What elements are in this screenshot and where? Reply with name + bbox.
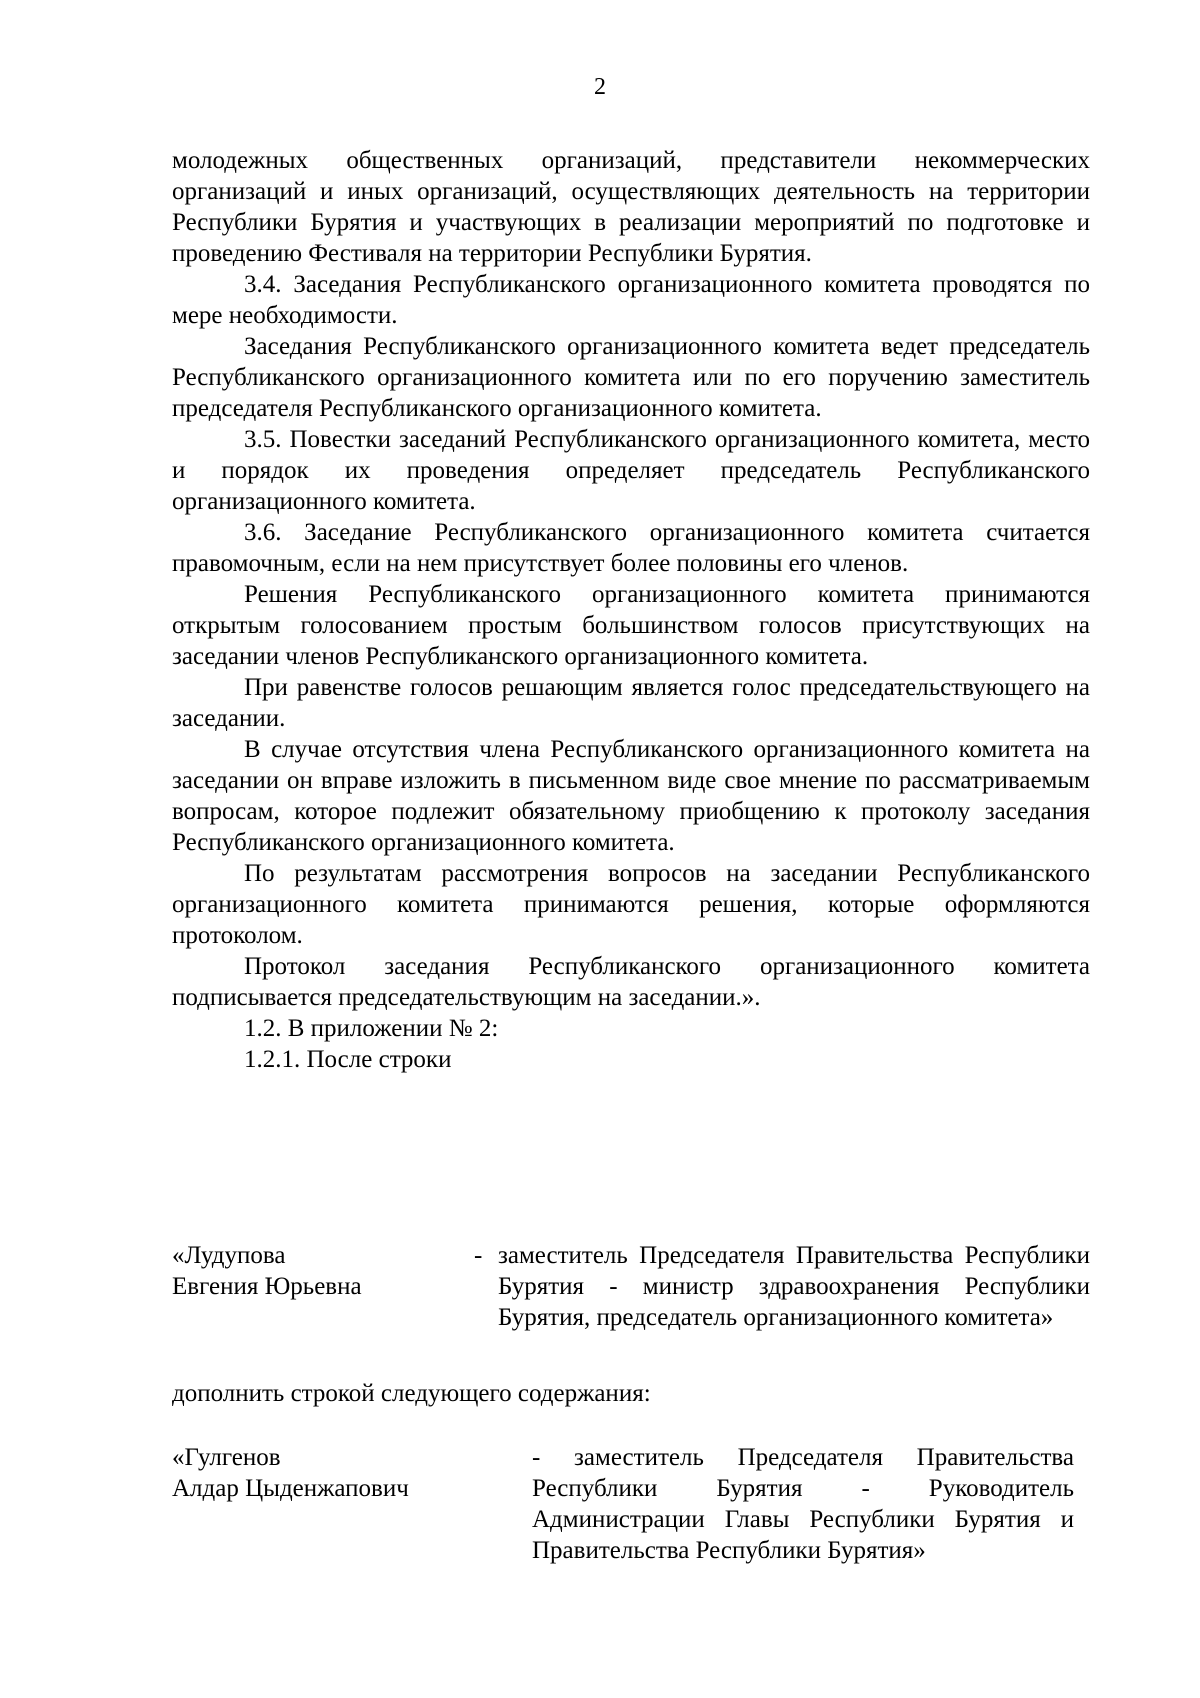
- member-name: [172, 1442, 472, 1504]
- paragraph: Заседания Республиканского организационного комитета ведет председатель Республиканского организационного комитета или по его поручению заместитель председателя Республиканского организационного комитета.: [172, 333, 1090, 422]
- paragraph: В случае отсутствия члена Республиканского организационного комитета на заседании он вправе изложить в письменном виде свое мнение по рассматриваемым вопросам, которое подлежит обязательному приобщению к протоколу заседания Республиканского организационного комитета.: [172, 736, 1090, 856]
- paragraph: молодежных общественных организаций, представители некоммерческих организаций и иных организаций, осуществляющих деятельность на территории Республики Бурятия и участвующих в реализации мероприятий по подготовке и проведению Фестиваля на территории Республики Бурятия.: [172, 147, 1090, 267]
- entry-dash: -: [474, 1242, 483, 1269]
- paragraph: Решения Республиканского организационного комитета принимаются открытым голосованием простым большинством голосов присутствующих на заседании членов Республиканского организационного комитета.: [172, 581, 1090, 670]
- paragraph: 3.4. Заседания Республиканского организационного комитета проводятся по мере необходимости.: [172, 271, 1090, 329]
- member-name: [172, 1240, 472, 1302]
- paragraph: 1.2. В приложении № 2:: [244, 1015, 499, 1042]
- member-surname: «Лудупова: [172, 1242, 286, 1269]
- page-number: 2: [594, 74, 606, 100]
- member-given-names: Алдар Цыденжапович: [172, 1475, 409, 1502]
- paragraph: По результатам рассмотрения вопросов на заседании Республиканского организационного комитета принимаются решения, которые оформляются протоколом.: [172, 860, 1090, 949]
- paragraph: 1.2.1. После строки: [244, 1046, 452, 1073]
- paragraph: 3.5. Повестки заседаний Республиканского организационного комитета, место и порядок их проведения определяет председатель Республиканского организационного комитета.: [172, 426, 1090, 515]
- paragraph: 3.6. Заседание Республиканского организационного комитета считается правомочным, если на нем присутствует более половины его членов.: [172, 519, 1090, 577]
- paragraph: При равенстве голосов решающим является голос председательствующего на заседании.: [172, 674, 1090, 732]
- paragraph: Протокол заседания Республиканского организационного комитета подписывается председательствующим на заседании.».: [172, 953, 1090, 1011]
- add-instruction: дополнить строкой следующего содержания:: [172, 1380, 651, 1407]
- member-position: заместитель Председателя Правительства Республики Бурятия - министр здравоохранения Республики Бурятия, председатель организационного комитета»: [498, 1242, 1090, 1331]
- member-given-names: Евгения Юрьевна: [172, 1273, 362, 1300]
- member-surname: «Гулгенов: [172, 1444, 281, 1471]
- member-position: - заместитель Председателя Правительства Республики Бурятия - Руководитель Администрации Главы Республики Бурятия и Правительства Республики Бурятия»: [532, 1444, 1074, 1564]
- body-text: [172, 145, 1090, 1075]
